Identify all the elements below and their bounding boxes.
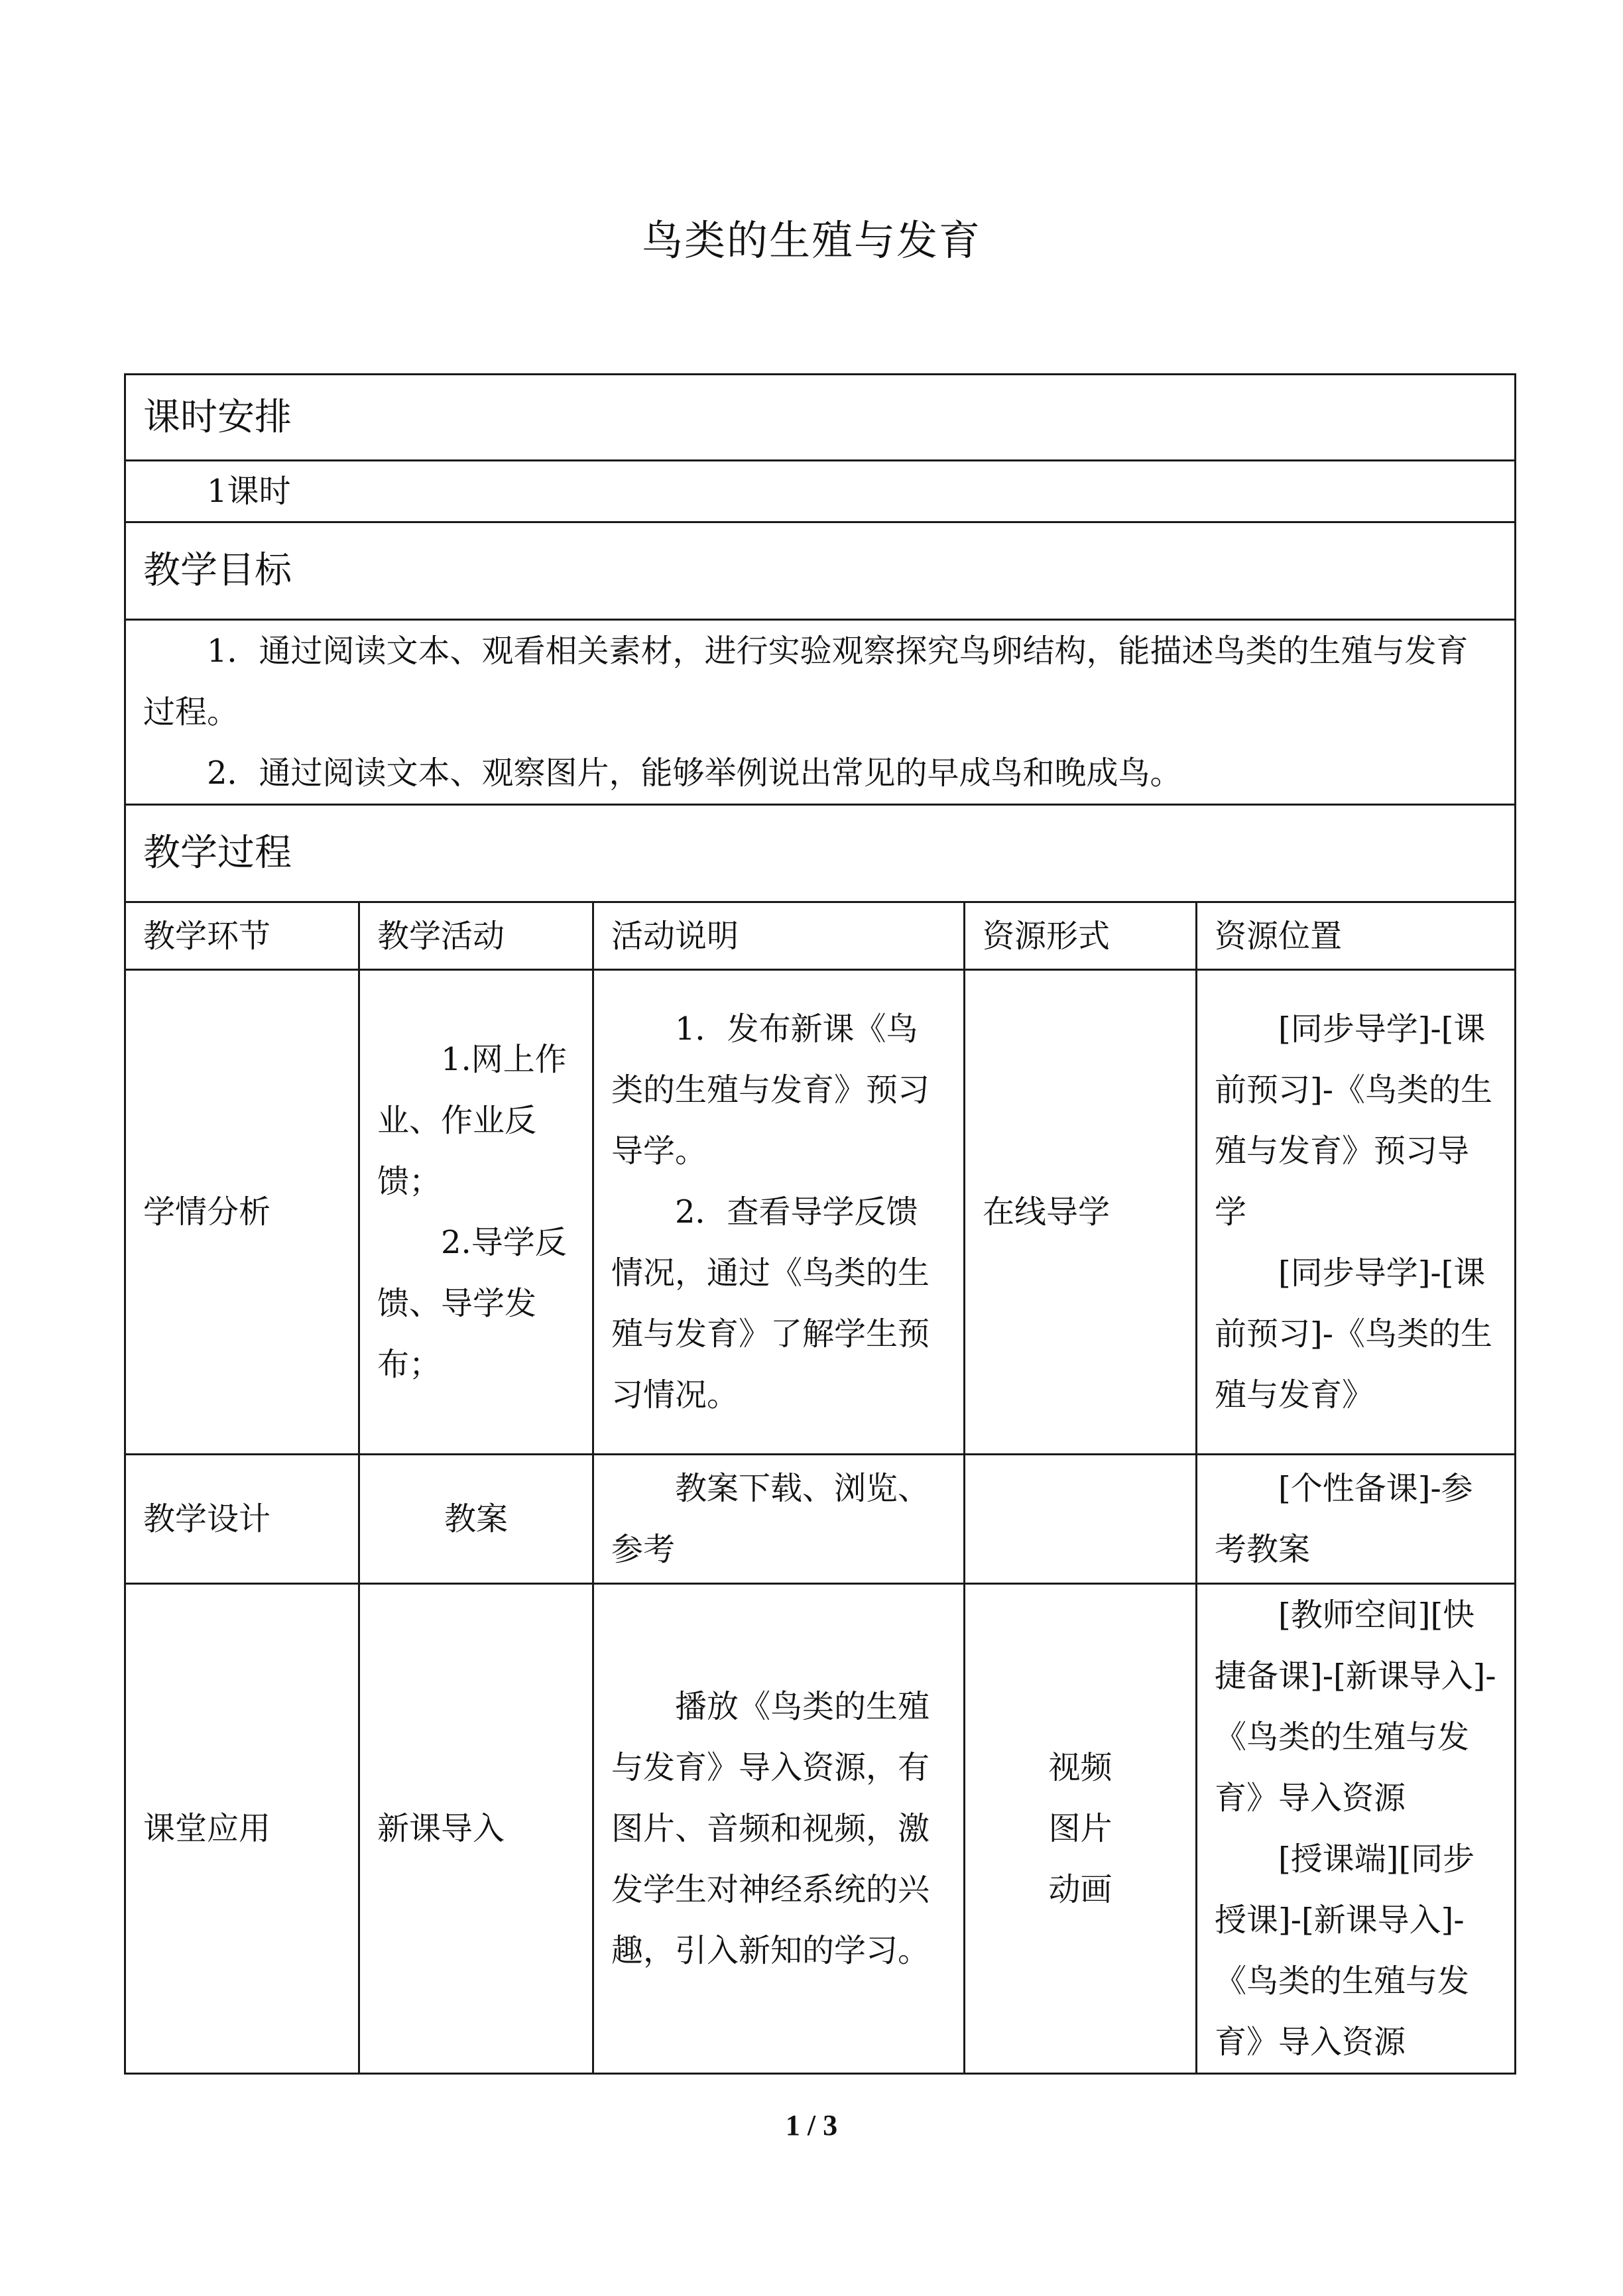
column-header: 资源形式 [965, 902, 1197, 970]
page-number: 1 / 3 [785, 2109, 838, 2142]
column-header: 资源位置 [1197, 902, 1516, 970]
goal-item: 2．通过阅读文本、观察图片，能够举例说出常见的早成鸟和晚成鸟。 [207, 755, 1182, 792]
description-item: 教案下载、浏览、参考 [611, 1470, 930, 1568]
schedule-content-row [125, 461, 1516, 522]
process-column-headers [125, 902, 1516, 970]
form-item: 在线导学 [983, 1193, 1111, 1231]
form-cell [965, 1584, 1197, 2074]
form-item: 视频 [1048, 1749, 1112, 1786]
stage-cell: 教学设计 [125, 1455, 359, 1584]
goals-heading: 教学目标 [125, 522, 1516, 620]
goals-content [125, 620, 1516, 805]
description-cell [593, 970, 965, 1455]
goal-item: 1．通过阅读文本、观看相关素材，进行实验观察探究鸟卵结构，能描述鸟类的生殖与发育过程。 [143, 633, 1469, 731]
location-item: [个性备课]-参考教案 [1215, 1470, 1473, 1568]
process-heading: 教学过程 [125, 805, 1516, 902]
document-title: 鸟类的生殖与发育 [641, 216, 981, 265]
form-cell [965, 1455, 1197, 1584]
form-item: 动画 [1048, 1871, 1112, 1908]
column-header: 教学环节 [125, 902, 359, 970]
goals-content-row [125, 620, 1516, 805]
activity-cell [359, 970, 593, 1455]
column-header: 教学活动 [359, 902, 593, 970]
description-cell [593, 1455, 965, 1584]
table-row [125, 1584, 1516, 2074]
location-cell [1197, 1584, 1516, 2074]
schedule-heading-row [125, 375, 1516, 461]
schedule-content: 1课时 [125, 461, 1516, 522]
goals-heading-row [125, 522, 1516, 620]
process-heading-row [125, 805, 1516, 902]
activity-item: 1.网上作业、作业反馈； [377, 1041, 567, 1200]
form-item: 图片 [1048, 1810, 1112, 1847]
activity-cell [359, 1455, 593, 1584]
activity-item: 2.导学反馈、导学发布； [377, 1224, 567, 1383]
stage-cell: 课堂应用 [125, 1584, 359, 2074]
lesson-plan-table [124, 373, 1516, 2075]
activity-item: 新课导入 [377, 1810, 505, 1847]
table-row [125, 970, 1516, 1455]
activity-cell [359, 1584, 593, 2074]
location-item: [同步导学]-[课前预习]-《鸟类的生殖与发育》预习导学 [1215, 1010, 1492, 1231]
location-item: [教师空间][快捷备课]-[新课导入]-《鸟类的生殖与发育》导入资源 [1215, 1597, 1496, 1817]
location-cell [1197, 970, 1516, 1455]
description-cell [593, 1584, 965, 2074]
stage-cell: 学情分析 [125, 970, 359, 1455]
location-item: [同步导学]-[课前预习]-《鸟类的生殖与发育》 [1215, 1254, 1492, 1414]
activity-item: 教案 [444, 1500, 508, 1538]
description-item: 1．发布新课《鸟类的生殖与发育》预习导学。 [611, 1010, 930, 1170]
schedule-heading: 课时安排 [125, 375, 1516, 461]
description-item: 播放《鸟类的生殖与发育》导入资源，有图片、音频和视频，激发学生对神经系统的兴趣，引入新知的学习。 [611, 1688, 930, 1969]
location-item: [授课端][同步授课]-[新课导入]-《鸟类的生殖与发育》导入资源 [1215, 1841, 1475, 2061]
description-item: 2．查看导学反馈情况，通过《鸟类的生殖与发育》了解学生预习情况。 [611, 1193, 930, 1414]
location-cell [1197, 1455, 1516, 1584]
column-header: 活动说明 [593, 902, 965, 970]
table-row [125, 1455, 1516, 1584]
form-cell [965, 970, 1197, 1455]
